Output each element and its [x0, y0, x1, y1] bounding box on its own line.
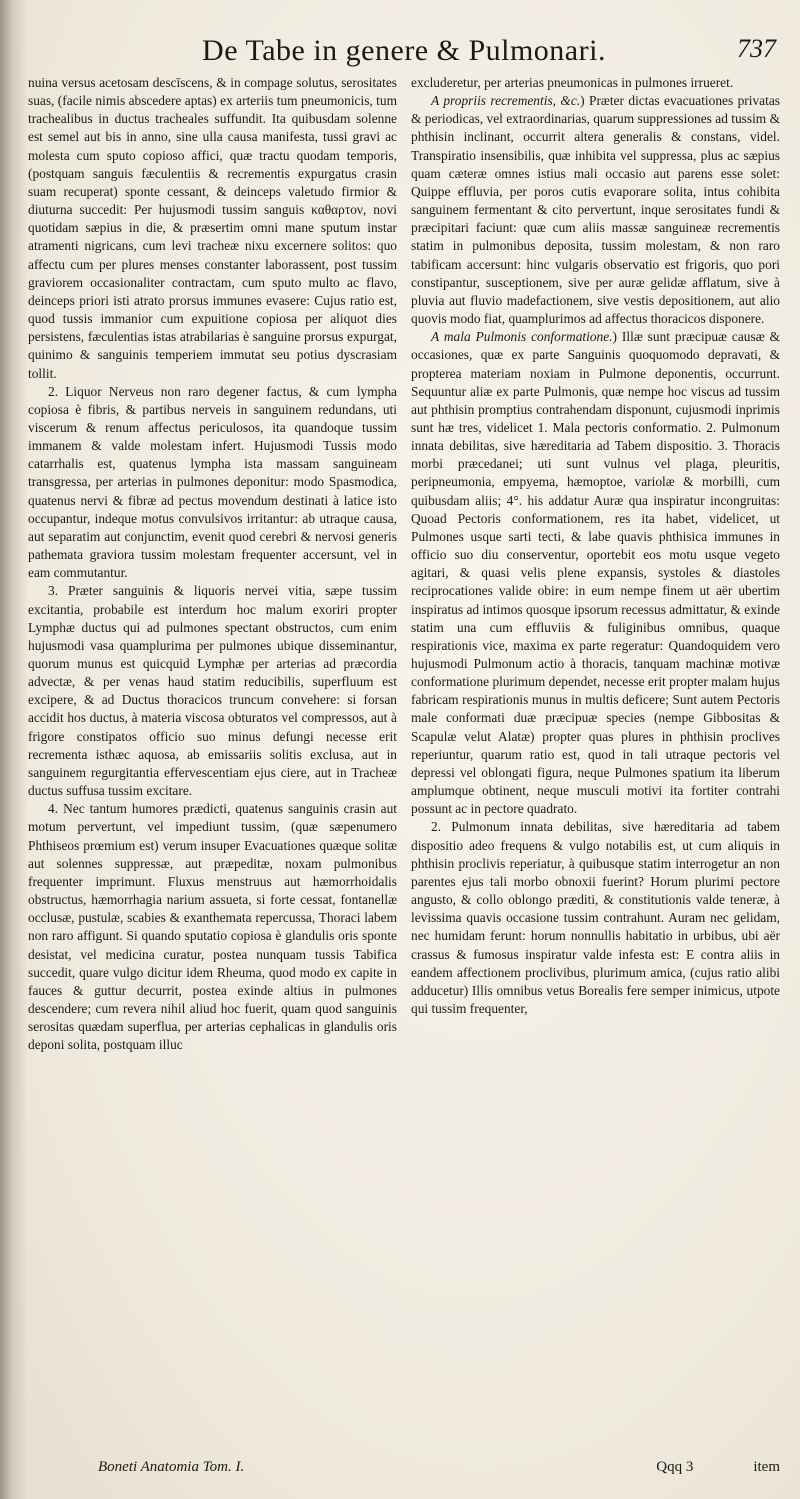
footer-right [656, 1459, 780, 1476]
left-paragraph-3: 3. Præter sanguinis & liquoris nervei vitia, sæpe tussim excitantia, probabile est interdum hoc malum exoriri propter Lymphæ ductus qui ad pulmones spectant obstructos, cum enim hujusmodi vasa quamplurima per pulmones ubique disseminantur, quorum munus est quicquid Lymphæ per arterias ad præcordia advectæ, & per venas haud statim reducibilis, superfluum est excipere, & ad Ductus thoracicos truncum convehere: si forsan accidit hos ductus, à materia viscosa obturatos vel compressos, aut à frigore constipatos officio suo minus defungi necesse erit recrementa isthæc aquosa, ab emissariis solitis exclusa, aut in sanguinem regurgitantia effervescentiam ejus ciere, aut in Tracheæ ductus suffusa tussim excitare. [28, 583, 397, 799]
running-title: De Tabe in genere & Pulmonari. [202, 34, 606, 67]
text-columns [28, 74, 780, 1054]
right-paragraph-4: 2. Pulmonum innata debilitas, sive hæreditaria ad tabem dispositio adeo frequens & vulgo notabilis est, ut cum aliquis in phthisin proclivis reperiatur, à quibusque statim interrogetur an non parentes ejus tali morbo obnoxii fuerint? Horum plurimi pectore angusto, & collo oblongo præditi, & constitutionis valde teneræ, à levissima quavis occasione tussim contrahunt. Auram nec gelidam, nec humidam ferunt: horum nonnullis habitatio in urbibus, ubi aër crassus & fumosus inspiratur valde infesta est: E contra aliis in eandem affectionem proclivibus, plurimum amica, (cujus ratio alibi adducetur) Illis omnibus vetus Borealis fere semper inimicus, utpote qui tussim frequenter, [411, 819, 780, 1016]
right-paragraph-2 [411, 92, 780, 328]
right-paragraph-3 [411, 328, 780, 818]
page-number: 737 [737, 34, 776, 63]
left-column [28, 74, 397, 1054]
catchword: item [753, 1459, 780, 1475]
footer-title: Boneti Anatomia Tom. I. [98, 1459, 245, 1475]
rubric-mala-conformatione: A mala Pulmonis conformatione. [431, 329, 613, 345]
left-paragraph-4: 4. Nec tantum humores prædicti, quatenus sanguinis crasin aut motum pervertunt, vel impediunt tussim, (quæ sæpenumero Phthiseos prœmium est) verum insuper Evacuationes quæque solitæ aut solennes suppressæ, aut præpeditæ, noxam pulmonibus frequenter imprimunt. Fluxus menstruus aut hæmorrhoidalis obstructus, hæmorrhagia narium assueta, si forte cessat, fontanellæ occlusæ, pustulæ, scabies & exanthemata repercussa, Thoraci labem non raro affigunt. Si quando sputatio copiosa è glandulis oris sponte desistat, vel medicina curatur, postea nunquam tussis Tabifica succedit, quare vulgo dicitur idem Rheuma, quod modo ex capite in fauces & guttur decurrit, postea exinde altius in pulmones descendere; cum revera nihil aliud hoc fuerit, quam quod sanguinis serositas quædam superflua, per arterias cephalicas in glandulis oris deponi solita, postquam illuc [28, 801, 397, 1053]
left-paragraph-1: nuina versus acetosam descīscens, & in compage solutus, serositates suas, (facile nimis abscedere aptas) ex arteriis tum pneumonicis, tum trachealibus in ductus tracheales suffundit. Ita quibusdam solenne est semel aut bis in anno, sine ulla causa manifesta, tussi gravi ac molesta cum sputo copioso affici, quæ tractu quodam temporis, (postquam sanguis fæculentiis & recrementis expurgatus crasin suam recuperat) sponte cessant, & deinceps valetudo firmior & diuturna succedit: Per hujusmodi tussim sanguis καθαρτον, novi quotidam sæpius in die, & præsertim omni mane sputum instar atramenti nigricans, cum levi tracheæ nixu excernere solitos: quo affectu cum per plures menses constanter laborassent, post tussim graviorem occasionaliter contractam, cum sputo multo ac flavo, deinceps priori isti atrato prorsus immunes evasere: Cujus ratio est, quod tussis immanior cum expuitione copiosa per aliquot dies persistens, fæculentias istas atrabilarias è sanguine prorsus expurgat, quinimo & sanguinis temperiem immutat seu potius dyscrasiam tollit. [28, 75, 397, 381]
right-paragraph-2-text: ) Præter dictas evacuationes privatas & periodicas, vel extraordinarias, quarum suppressiones ad tussim & phthisin inclinant, occurrit altera generalis & constans, videl. Transpiratio insensibilis, quæ inhibita vel suppressa, plus ac sæpius quam cæteræ omnes istius mali occasio aut parens esse solet: Quippe effluvia, per poros cutis evaporare solita, intus cohibita sanguinem fermentant & cito pervertunt, inque serositates fundi & præcipitari faciunt: quæ cum aliis massæ sanguineæ recrementis statim in pulmonibus deposita, tussim molestam, & non raro tabificam accersunt: hinc vulgaris observatio est frigoris, quo pori constipantur, susceptionem, sive per auræ gelidæ afflatum, sive à pluvia aut fluvio madefactionem, sive vestis depositionem, aut alio quovis modo fiat, quamplurimos ad affectus thoracicos disponere. [411, 93, 780, 327]
binding-gutter-shadow [0, 0, 28, 1499]
signature-mark: Qqq 3 [656, 1459, 694, 1475]
running-header [28, 30, 780, 72]
right-paragraph-3-text: ) Illæ sunt præcipuæ causæ & occasiones, quæ ex parte Sanguinis quoquomodo depravati, & propterea materiam noxiam in Pulmone deponentis, occurrunt. Sequuntur aliæ ex parte Pulmonis, quæ nempe hoc viscus ad tussim aut phthisin promptius contrahendam disponunt, cujusmodi inprimis sunt hæ tres, videlicet 1. Mala pectoris conformatio. 2. Pulmonum innata debilitas, sive hæreditaria ad Tabem dispositio. 3. Thoracis morbi præcedanei; uti sunt vulnus vel plaga, pleuritis, peripneumonia, empyema, hæmoptoe, variolæ & morbilli, cum quibusdam aliis; 4°. his addatur Auræ qua inspiratur incongruitas: Quoad Pectoris conformationem, res ita habet, videlicet, ut Pulmones usque sarti tecti, & labe quavis phthisica immunes in officio suo diu conserventur, oportebit eos motu usque vegeto agitari, & quasi velis plene expansis, systoles & diastoles reciprocationes valide obire: in eum nempe finem ut aër ubertim inspiratus ad intimos quosque ipsorum recessus admittatur, & exinde statim una cum effluviis & fuliginibus omnibus, quaque respirationis vice, maxima ex parte regeratur: Quandoquidem vero hujusmodi Pulmonum actio à thoracis, tanquam machinæ motivæ conformatione plurimum dependet, necesse erit propter malam hujus fabricam respirationis munus in multis deficere; Sunt autem Pectoris male conformati duæ præcipuæ species (nempe Gibbositas & Scapulæ velut Alatæ) propter quas plures in phthisin proclives reperiuntur, quarum ratio est, quod in tali utraque pectoris vel depressi vel oblongati figura, neque Pulmones spatium ita liberum amplumque obtinent, neque musculi motivi ita fortiter contrahi possunt ac in pectore quadrato. [411, 329, 780, 817]
right-paragraph-1: excluderetur, per arterias pneumonicas in pulmones irrueret. [411, 75, 734, 90]
page-footer [98, 1459, 780, 1476]
left-paragraph-2: 2. Liquor Nerveus non raro degener factus, & cum lympha copiosa è fibris, & partibus nerveis in sanguinem redundans, uti viscerum & renum affectus periculosos, ita quandoque tussim immanem & valde molestam infert. Hujusmodi Tussis modo catarrhalis est, quatenus lympha ista massam sanguineam transgressa, per arterias in pulmones deponitur: modo Spasmodica, quatenus nervi & fibræ ad pectus movendum destinati à latice isto occupantur, indeque motus convulsivos irritantur: ab utraque causa, aut separatim aut conjunctim, evenit quod cerebri & nervosi generis pathemata graviora tussim molestam frequenter accersunt, vel in eam commutantur. [28, 383, 397, 581]
rubric-propriis-recrementis: A propriis recrementis, &c. [431, 93, 581, 109]
right-column [411, 74, 780, 1054]
